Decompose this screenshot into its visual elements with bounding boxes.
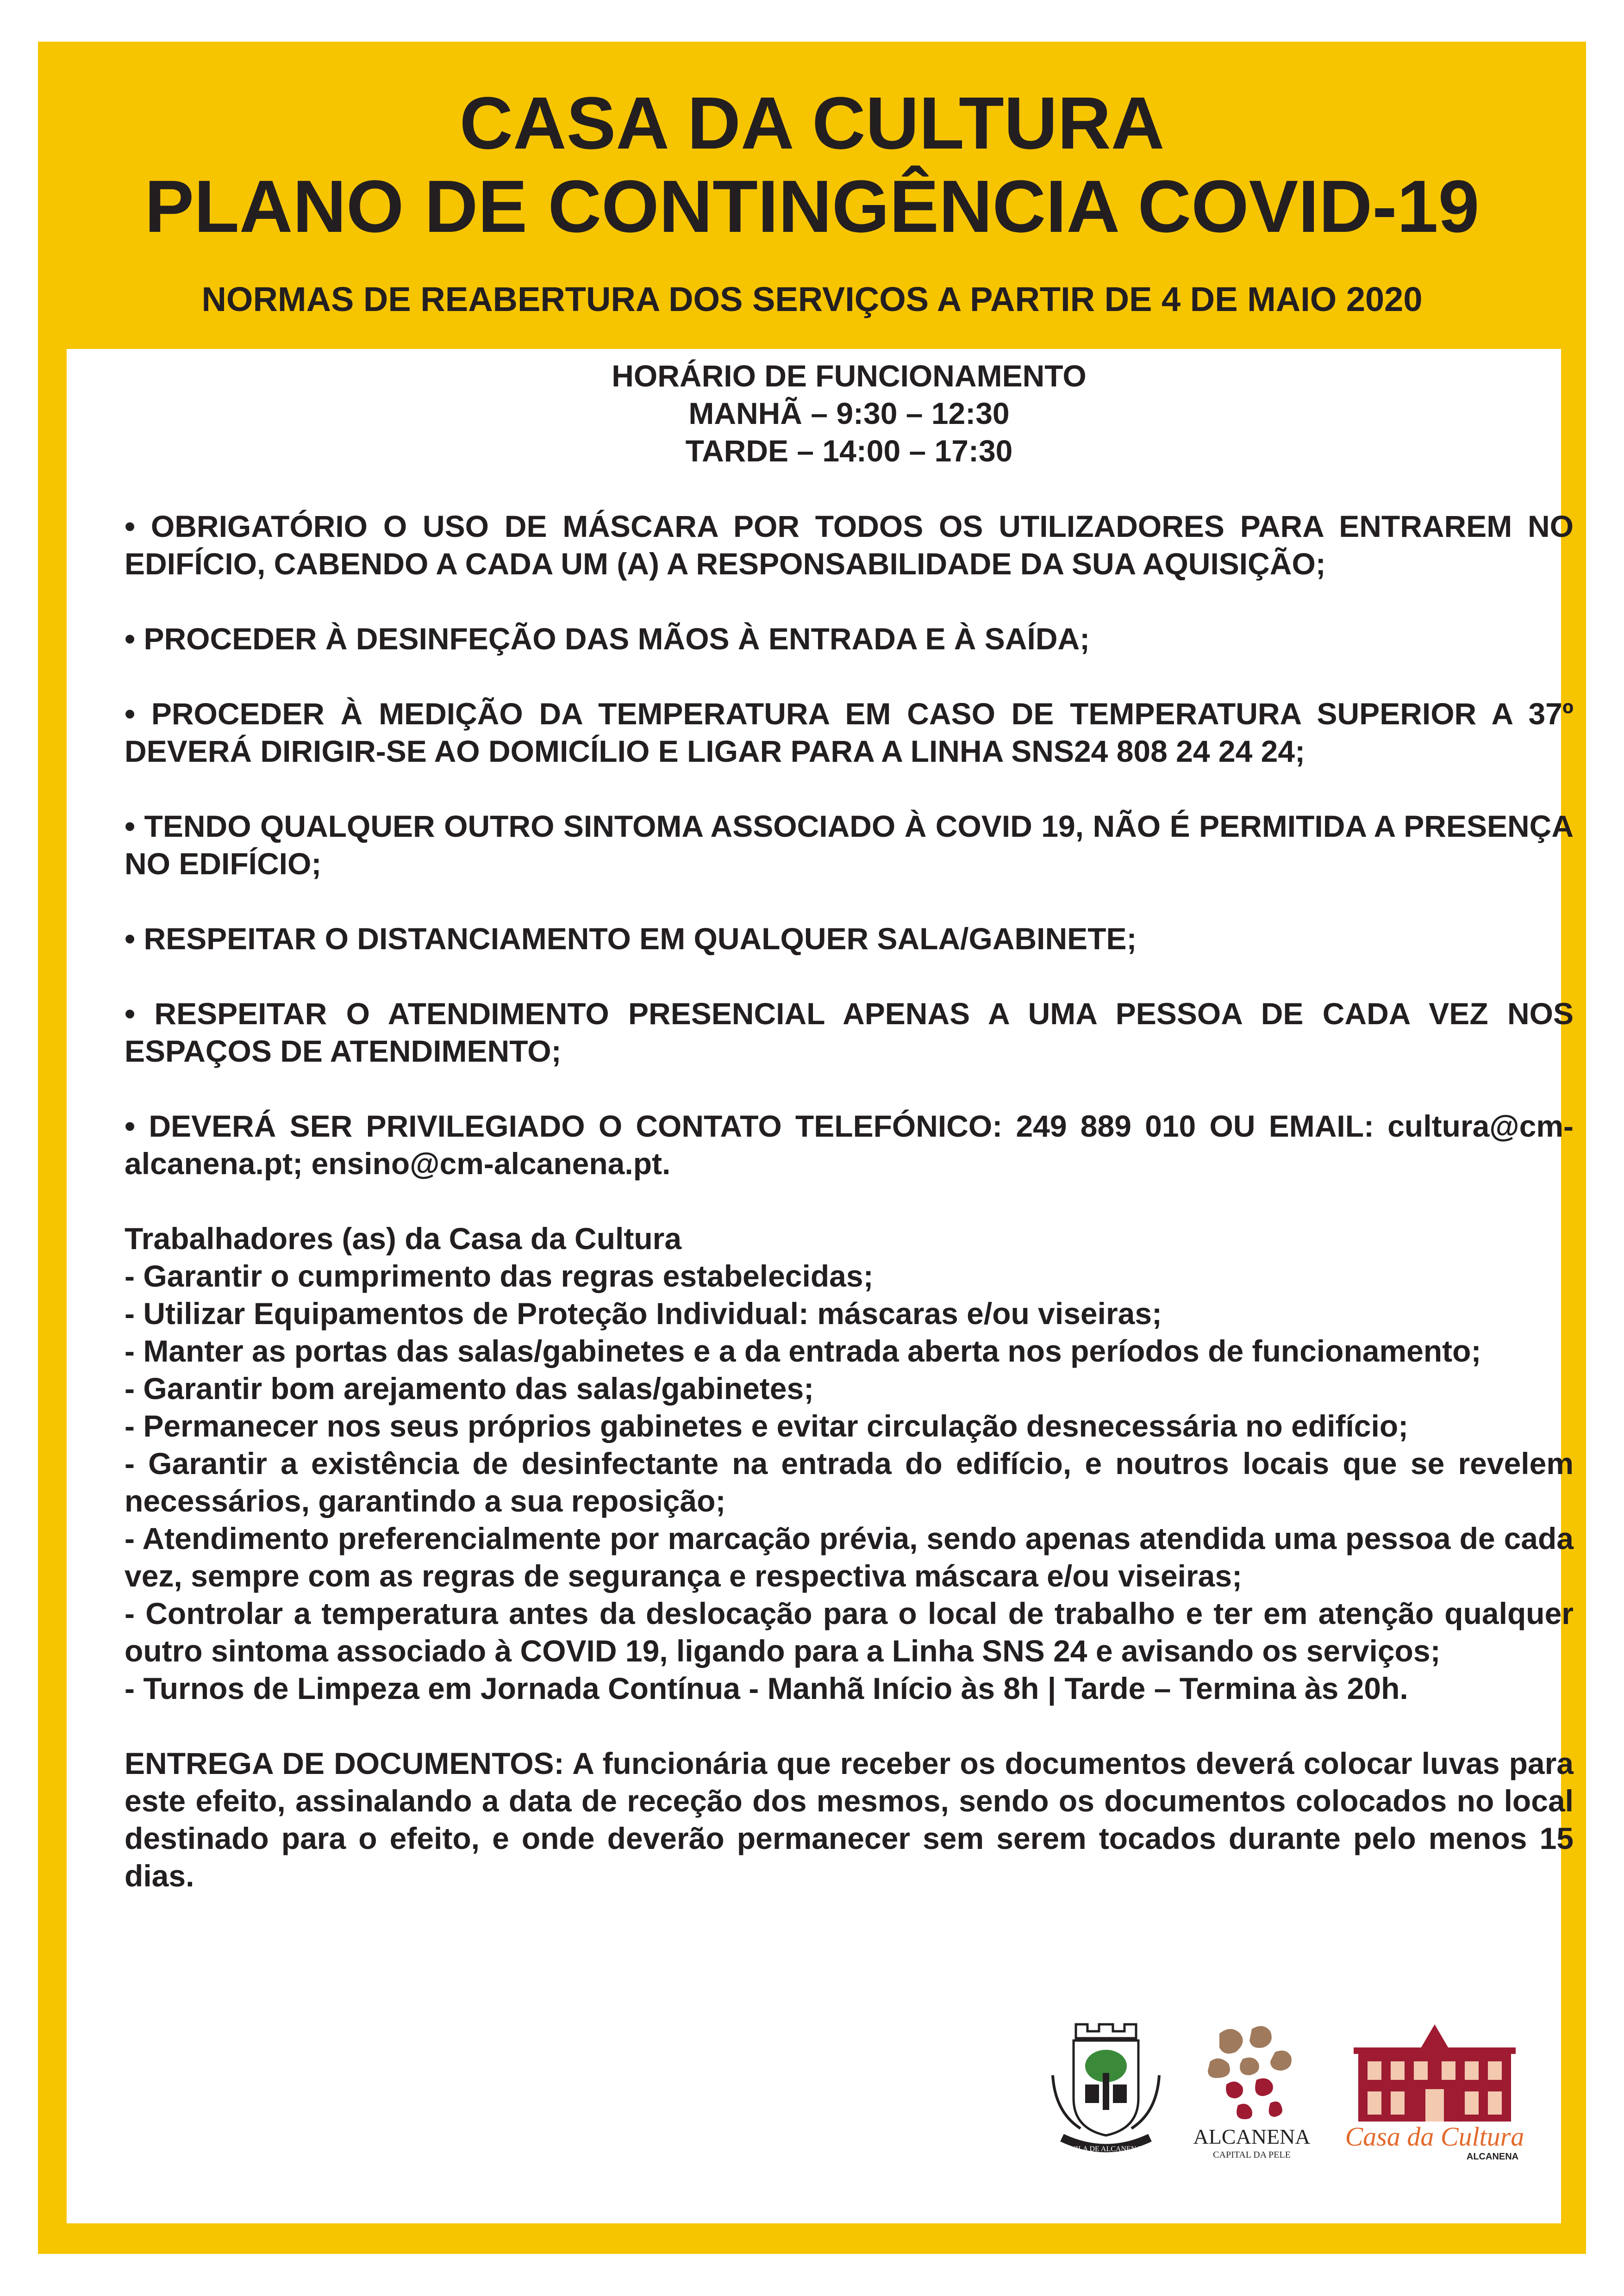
workers-item: - Garantir bom arejamento das salas/gabinetes; [125, 1371, 814, 1406]
rule-item: • PROCEDER À MEDIÇÃO DA TEMPERATURA EM CASO DE TEMPERATURA SUPERIOR A 37º DEVERÁ DIRIGIR-SE AO DOMICÍLIO E LIGAR PARA A LINHA SNS24 808 24 24 24; [125, 697, 1574, 768]
alcanena-logo [1182, 2015, 1321, 2168]
rule-item: • RESPEITAR O DISTANCIAMENTO EM QUALQUER SALA/GABINETE; [125, 921, 1137, 956]
yellow-frame [38, 42, 1586, 2254]
crest-text: VILA DE ALCANENA [1070, 2145, 1142, 2153]
alcanena-tagline: CAPITAL DA PELE [1213, 2150, 1291, 2160]
hours-heading: HORÁRIO DE FUNCIONAMENTO [612, 359, 1087, 393]
workers-item: - Permanecer nos seus próprios gabinetes e evitar circulação desnecessária no edifício; [125, 1409, 1409, 1443]
rule-item: • PROCEDER À DESINFEÇÃO DAS MÃOS À ENTRADA E À SAÍDA; [125, 622, 1090, 656]
workers-section [125, 1220, 1574, 1707]
title-line-1: CASA DA CULTURA [459, 81, 1165, 164]
rule-item: • OBRIGATÓRIO O USO DE MÁSCARA POR TODOS OS UTILIZADORES PARA ENTRAREM NO EDIFÍCIO, CABENDO A CADA UM (A) A RESPONSABILIDADE DA SUA AQUISIÇÃO; [125, 509, 1574, 581]
subtitle: NORMAS DE REABERTURA DOS SERVIÇOS A PARTIR DE 4 DE MAIO 2020 [201, 280, 1423, 318]
workers-item: - Garantir a existência de desinfectante na entrada do edifício, e noutros locais que se revelem necessários, garantindo a sua reposição; [125, 1446, 1574, 1518]
workers-item: - Manter as portas das salas/gabinetes e a da entrada aberta nos períodos de funcionamento; [125, 1334, 1481, 1368]
casa-place: ALCANENA [1466, 2152, 1519, 2162]
workers-item: - Utilizar Equipamentos de Proteção Individual: máscaras e/ou viseiras; [125, 1296, 1162, 1331]
content-panel [67, 349, 1574, 2223]
workers-item: - Atendimento preferencialmente por marcação prévia, sendo apenas atendida uma pessoa de cada vez, sempre com as regras de segurança e respectiva máscara e/ou viseiras; [125, 1521, 1574, 1593]
rule-item: • DEVERÁ SER PRIVILEGIADO O CONTATO TELEFÓNICO: 249 889 010 OU EMAIL: cultura@cm-alcanena.pt; ensino@cm-alcanena.pt. [125, 1109, 1574, 1181]
hours-afternoon: TARDE – 14:00 – 17:30 [685, 434, 1013, 468]
workers-item: - Turnos de Limpeza em Jornada Contínua - Manhã Início às 8h | Tarde – Termina às 20h. [125, 1671, 1408, 1705]
workers-heading: Trabalhadores (as) da Casa da Cultura [125, 1221, 682, 1256]
opening-hours [125, 357, 1574, 470]
casa-da-cultura-logo [1340, 2015, 1530, 2168]
hours-morning: MANHÃ – 9:30 – 12:30 [688, 396, 1010, 430]
alcanena-name: ALCANENA [1193, 2125, 1311, 2148]
casa-name: Casa da Cultura [1345, 2122, 1524, 2152]
workers-item: - Controlar a temperatura antes da deslocação para o local de trabalho e ter em atenção qualquer outro sintoma associado à COVID 19, ligando para a Linha SNS 24 e avisando os serviços; [125, 1596, 1574, 1668]
notice-body [125, 357, 1574, 1932]
logos-row [1043, 2015, 1530, 2191]
title-line-2: PLANO DE CONTINGÊNCIA COVID-19 [144, 165, 1480, 248]
documents-paragraph: ENTREGA DE DOCUMENTOS: A funcionária que receber os documentos deverá colocar luvas para este efeito, assinalando a data de receção dos mesmos, sendo os documentos colocados no local destinado para o efeito, e onde deverão permanecer sem serem tocados durante pelo menos 15 dias. [125, 1746, 1574, 1893]
crest-logo [1043, 2020, 1168, 2159]
workers-item: - Garantir o cumprimento das regras estabelecidas; [125, 1259, 874, 1293]
rule-item: • RESPEITAR O ATENDIMENTO PRESENCIAL APENAS A UMA PESSOA DE CADA VEZ NOS ESPAÇOS DE ATENDIMENTO; [125, 996, 1574, 1068]
rule-item: • TENDO QUALQUER OUTRO SINTOMA ASSOCIADO À COVID 19, NÃO É PERMITIDA A PRESENÇA NO EDIFÍCIO; [125, 809, 1574, 881]
